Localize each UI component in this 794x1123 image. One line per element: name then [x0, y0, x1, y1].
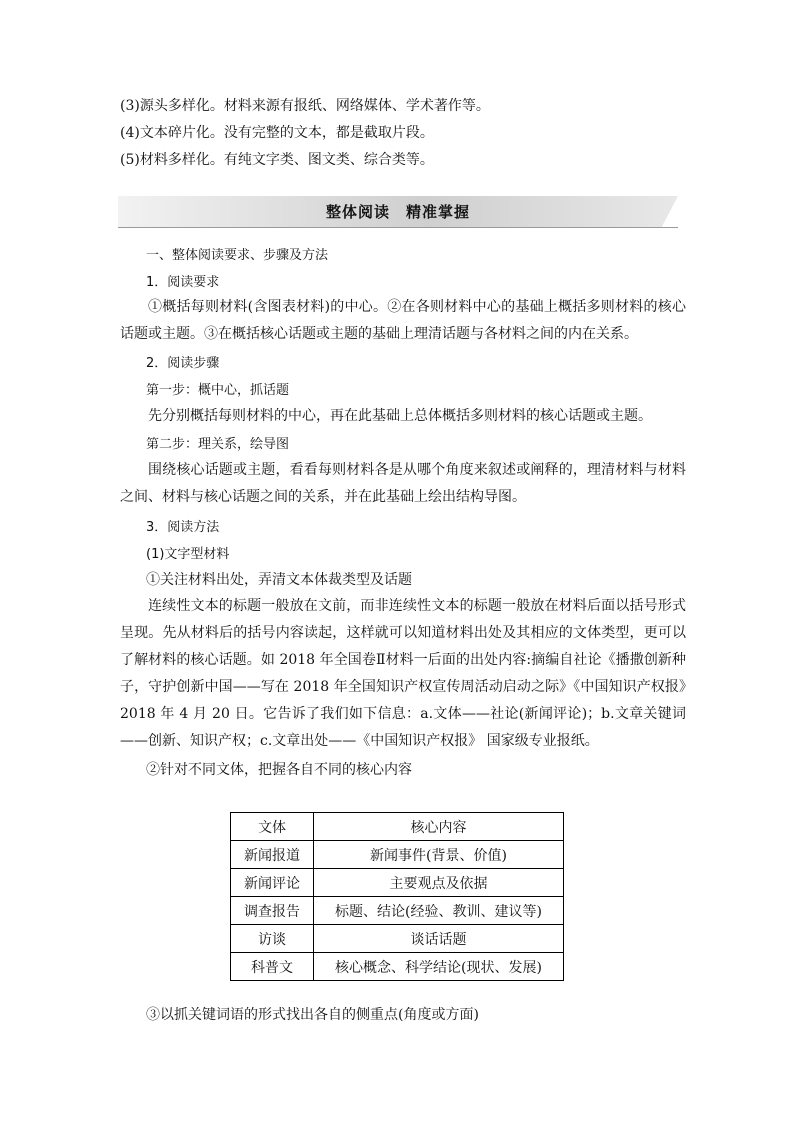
table-cell: 新闻报道 — [231, 841, 314, 869]
banner-underline — [118, 227, 678, 228]
table-cell: 主要观点及依据 — [314, 869, 564, 897]
table-header-cell: 文体 — [231, 813, 314, 841]
table-cell: 科普文 — [231, 953, 314, 981]
step1-title: 第一步：概中心，抓话题 — [146, 383, 290, 398]
point3-title: ③以抓关键词语的形式找出各自的侧重点(角度或方面) — [146, 1007, 479, 1023]
requirements-title: 1．阅读要求 — [146, 275, 220, 290]
section-banner-title: 整体阅读 精准掌握 — [325, 203, 470, 221]
section-banner — [118, 196, 678, 228]
intro-item-4: (4)文本碎片化。没有完整的文本，都是截取片段。 — [120, 125, 434, 141]
steps-title: 2．阅读步骤 — [146, 356, 220, 371]
step2-title: 第二步：理关系，绘导图 — [146, 437, 290, 452]
point2-title: ②针对不同文体，把握各自不同的核心内容 — [146, 762, 412, 778]
table-header-cell: 核心内容 — [314, 813, 564, 841]
table-row — [231, 841, 564, 869]
table-cell: 调查报告 — [231, 897, 314, 925]
text-material-title: (1)文字型材料 — [146, 547, 230, 562]
table-row — [231, 925, 564, 953]
table-row — [231, 869, 564, 897]
intro-item-5: (5)材料多样化。有纯文字类、图文类、综合类等。 — [120, 152, 434, 168]
table-cell: 谈话话题 — [314, 925, 564, 953]
point1-title: ①关注材料出处，弄清文本体裁类型及话题 — [146, 572, 412, 588]
table-cell: 新闻事件(背景、价值) — [314, 841, 564, 869]
table-cell: 标题、结论(经验、教训、建议等) — [314, 897, 564, 925]
step1-text: 先分别概括每则材料的中心，再在此基础上总体概括多则材料的核心话题或主题。 — [148, 408, 652, 424]
table-cell: 新闻评论 — [231, 869, 314, 897]
table-cell: 核心概念、科学结论(现状、发展) — [314, 953, 564, 981]
step2-text: 围绕核心话题或主题，看看每则材料各是从哪个角度来叙述或阐释的，理清材料与材料之间、材料与核心话题之间的关系，并在此基础上绘出结构导图。 — [120, 462, 686, 505]
methods-title: 3．阅读方法 — [146, 520, 220, 535]
table-cell: 访谈 — [231, 925, 314, 953]
table-header-row — [231, 813, 564, 841]
genre-core-content-table — [230, 812, 564, 981]
section1-title: 一、整体阅读要求、步骤及方法 — [146, 248, 329, 263]
table-row — [231, 953, 564, 981]
point1-text: 连续性文本的标题一般放在文前，而非连续性文本的标题一般放在材料后面以括号形式呈现。先从材料后的括号内容读起，这样就可以知道材料出处及其相应的文体类型，更可以了解材料的核心话题。如 2018 年全国卷Ⅱ材料一后面的出处内容:摘编自社论《播撒创新种子，守护创新中国——写在 2018 年全国知识产权宣传周活动启动之际》《中国知识产权报》2018 年 4 月 20 日。它告诉了我们如下信息：a.文体——社论(新闻评论)；b.文章关键词——创新、知识产权；c.文章出处——《中国知识产权报》 国家级专业报纸。 — [120, 598, 686, 749]
requirements-text: ①概括每则材料(含图表材料)的中心。②在各则材料中心的基础上概括多则材料的核心话题或主题。③在概括核心话题或主题的基础上理清话题与各材料之间的内在关系。 — [120, 299, 686, 342]
table-row — [231, 897, 564, 925]
intro-item-3: (3)源头多样化。材料来源有报纸、网络媒体、学术著作等。 — [120, 98, 490, 114]
